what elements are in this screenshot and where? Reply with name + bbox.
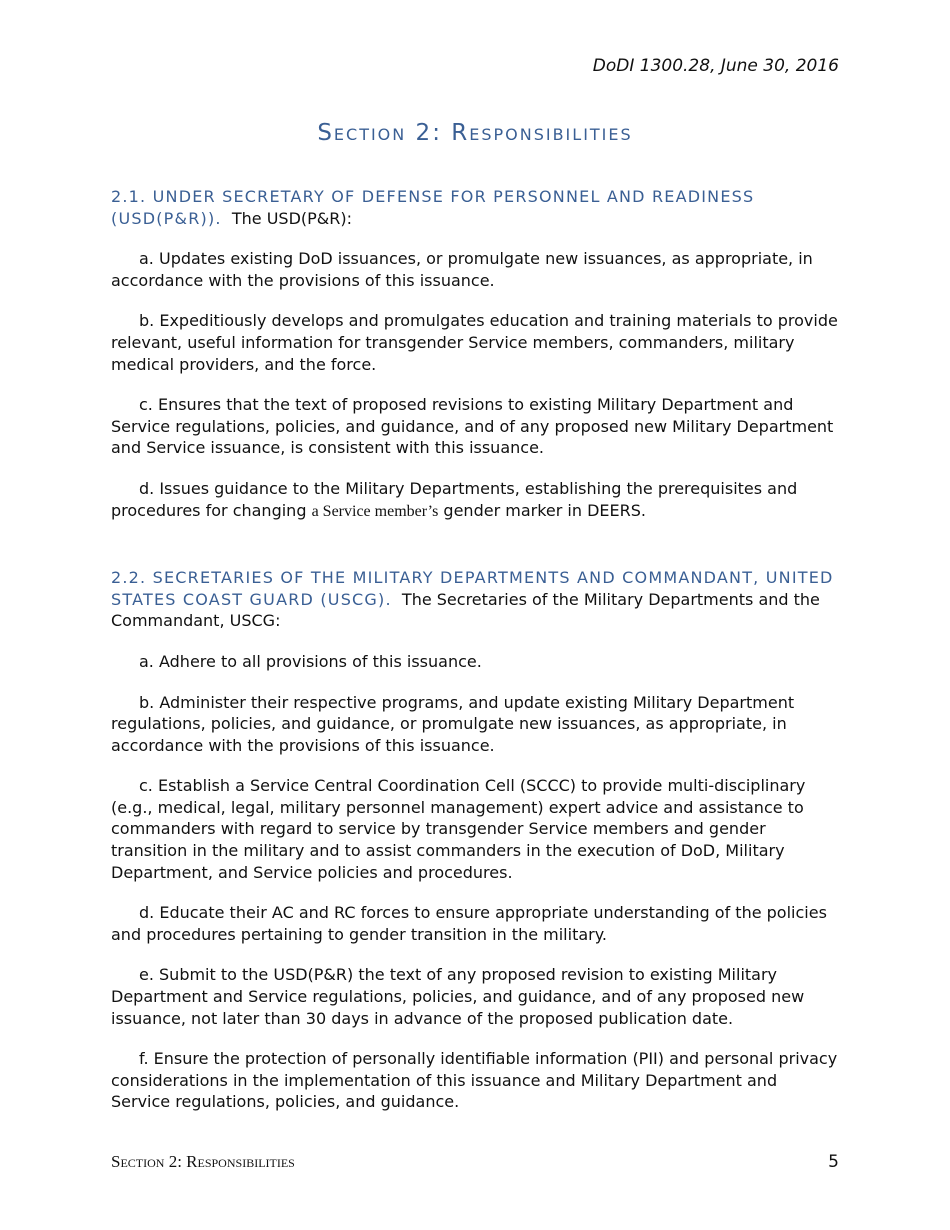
section-2-2-intro: The Secretaries of the Military Departments and the Commandant, USCG: bbox=[111, 589, 820, 631]
footer-section-title: Section 2: Responsibilities bbox=[111, 1152, 295, 1171]
paragraph-2-1-a: a. Updates existing DoD issuances, or promulgate new issuances, as appropriate, in accordance with the provisions of this issuance. bbox=[111, 249, 813, 290]
document-body bbox=[111, 186, 841, 1113]
document-id: DoDI 1300.28, June 30, 2016 bbox=[592, 56, 839, 76]
paragraph-2-2-e: e. Submit to the USD(P&R) the text of any proposed revision to existing Military Department and Service regulations, policies, and guidance, and of any proposed new issuance, not later than 30 days in advance of the proposed publication date. bbox=[111, 965, 805, 1028]
section-2-2-heading: 2.2. SECRETARIES OF THE MILITARY DEPARTMENTS AND COMMANDANT, UNITED STATES COAST GUARD (USCG). bbox=[111, 568, 834, 609]
section-2-1 bbox=[111, 186, 841, 229]
paragraph-2-2-c: c. Establish a Service Central Coordination Cell (SCCC) to provide multi-disciplinary (e.g., medical, legal, military personnel management) expert advice and assistance to commanders with regard to service by transgender Service members and gender transition in the military and to assist commanders in the execution of DoD, Military Department, and Service policies and procedures. bbox=[111, 776, 806, 882]
paragraph-2-1-d-text-3: gender marker in DEERS. bbox=[443, 500, 646, 520]
paragraph-2-1-c: c. Ensures that the text of proposed revisions to existing Military Department and Service regulations, policies, and guidance, and of any proposed new Military Department and Service issuance, is consistent with this issuance. bbox=[111, 395, 834, 458]
paragraph-2-2-b: b. Administer their respective programs, and update existing Military Department regulations, policies, and guidance, or promulgate new issuances, as appropriate, in accordance with the provisions of this issuance. bbox=[111, 692, 795, 755]
page-number: 5 bbox=[828, 1152, 839, 1172]
paragraph-2-1-d bbox=[111, 478, 841, 522]
section-2-1-intro: The USD(P&R): bbox=[231, 208, 353, 228]
paragraph-2-2-a: a. Adhere to all provisions of this issuance. bbox=[139, 651, 482, 671]
section-2-1-heading: 2.1. UNDER SECRETARY OF DEFENSE FOR PERSONNEL AND READINESS (USD(P&R)). bbox=[111, 187, 755, 228]
paragraph-2-1-b: b. Expeditiously develops and promulgates education and training materials to provide relevant, useful information for transgender Service members, commanders, military medical providers, and the force. bbox=[111, 311, 838, 374]
paragraph-2-2-d: d. Educate their AC and RC forces to ensure appropriate understanding of the policies and procedures pertaining to gender transition in the military. bbox=[111, 903, 827, 944]
paragraph-2-1-d-text-2: a Service member’s bbox=[311, 502, 439, 520]
section-title: Section 2: Responsibilities bbox=[317, 120, 633, 146]
paragraph-2-2-f: f. Ensure the protection of personally identifiable information (PII) and personal privacy considerations in the implementation of this issuance and Military Department and Service regulations, policies, and guidance. bbox=[111, 1049, 838, 1112]
section-2-2 bbox=[111, 567, 841, 632]
paragraph-2-1-d-text-1: d. Issues guidance to the Military Departments, establishing the prerequisites and procedures for changing bbox=[111, 478, 798, 520]
